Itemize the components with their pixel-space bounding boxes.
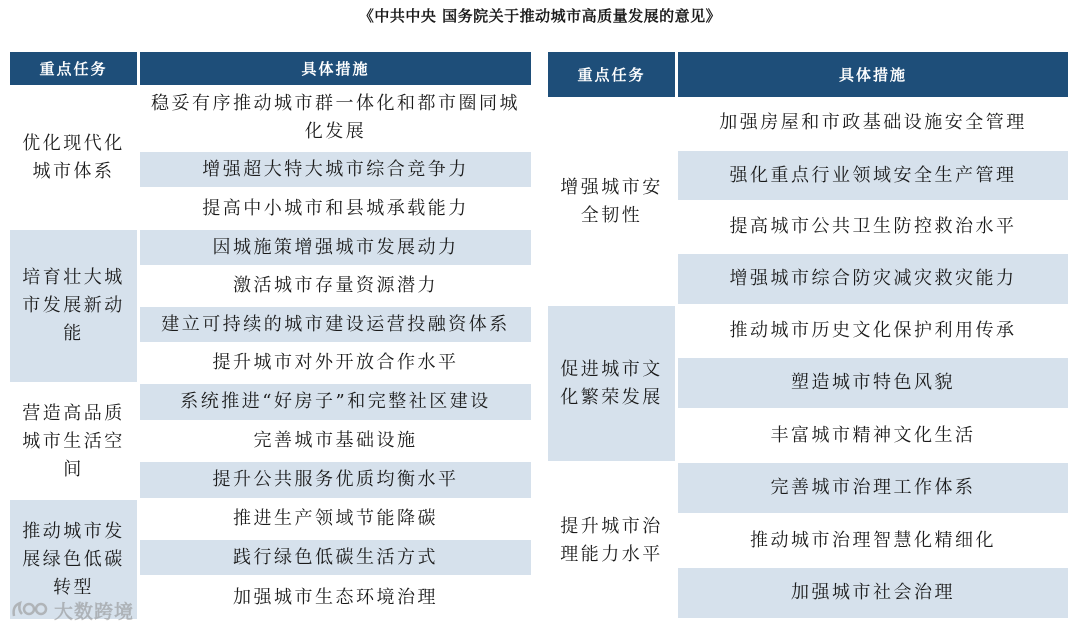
task-cell: 培育壮大城市发展新动能	[10, 230, 140, 384]
task-cell: 增强城市安全韧性	[548, 97, 678, 306]
measure-cell: 提升公共服务优质均衡水平	[140, 462, 531, 500]
header-task: 重点任务	[548, 52, 678, 97]
measure-cell: 践行绿色低碳生活方式	[140, 540, 531, 577]
table-row	[548, 463, 1068, 515]
measure-cell: 加强房屋和市政基础设施安全管理	[678, 97, 1068, 151]
measure-cell: 系统推进“好房子”和完整社区建设	[140, 384, 531, 422]
measure-cell: 建立可持续的城市建设运营投融资体系	[140, 307, 531, 344]
measure-cell: 推动城市治理智慧化精细化	[678, 515, 1068, 568]
measure-cell: 因城施策增强城市发展动力	[140, 230, 531, 267]
task-cell: 提升城市治理能力水平	[548, 463, 678, 618]
measure-cell: 提升城市对外开放合作水平	[140, 344, 531, 384]
header-task: 重点任务	[10, 52, 140, 85]
measure-cell: 增强城市综合防灾减灾救灾能力	[678, 254, 1068, 306]
measure-cell: 丰富城市精神文化生活	[678, 410, 1068, 463]
measure-cell: 增强超大特大城市综合竞争力	[140, 152, 531, 189]
measure-cell: 塑造城市特色风貌	[678, 358, 1068, 410]
table-row	[10, 384, 531, 422]
table-row	[548, 97, 1068, 151]
task-cell: 营造高品质城市生活空间	[10, 384, 140, 500]
brand-logo-icon	[10, 598, 50, 622]
header-measures: 具体措施	[678, 52, 1068, 97]
measure-cell: 加强城市社会治理	[678, 568, 1068, 618]
watermark-text: 大数跨境	[54, 600, 135, 623]
table-header-row	[548, 52, 1068, 97]
table-row	[548, 306, 1068, 358]
measure-cell: 加强城市生态环境治理	[140, 577, 531, 619]
measure-cell: 提高中小城市和县城承载能力	[140, 189, 531, 230]
measure-cell: 完善城市基础设施	[140, 422, 531, 462]
measure-cell: 完善城市治理工作体系	[678, 463, 1068, 515]
page-title: 《中共中央 国务院关于推动城市高质量发展的意见》	[358, 7, 722, 25]
task-cell: 优化现代化城市体系	[10, 85, 140, 230]
task-cell: 推动城市发展绿色低碳转型	[10, 500, 140, 619]
left-task-table	[10, 52, 531, 619]
measure-cell: 稳妥有序推动城市群一体化和都市圈同城化发展	[140, 85, 531, 152]
table-row	[10, 85, 531, 152]
measure-cell: 激活城市存量资源潜力	[140, 267, 531, 307]
table-row	[10, 230, 531, 267]
table-row	[10, 500, 531, 540]
right-task-table	[548, 52, 1068, 618]
measure-cell: 提高城市公共卫生防控救治水平	[678, 202, 1068, 254]
table-header-row	[10, 52, 531, 85]
measure-cell: 推动城市历史文化保护利用传承	[678, 306, 1068, 358]
header-measures: 具体措施	[140, 52, 531, 85]
task-cell: 促进城市文化繁荣发展	[548, 306, 678, 463]
watermark	[10, 596, 134, 624]
measure-cell: 强化重点行业领域安全生产管理	[678, 151, 1068, 202]
measure-cell: 推进生产领域节能降碳	[140, 500, 531, 540]
